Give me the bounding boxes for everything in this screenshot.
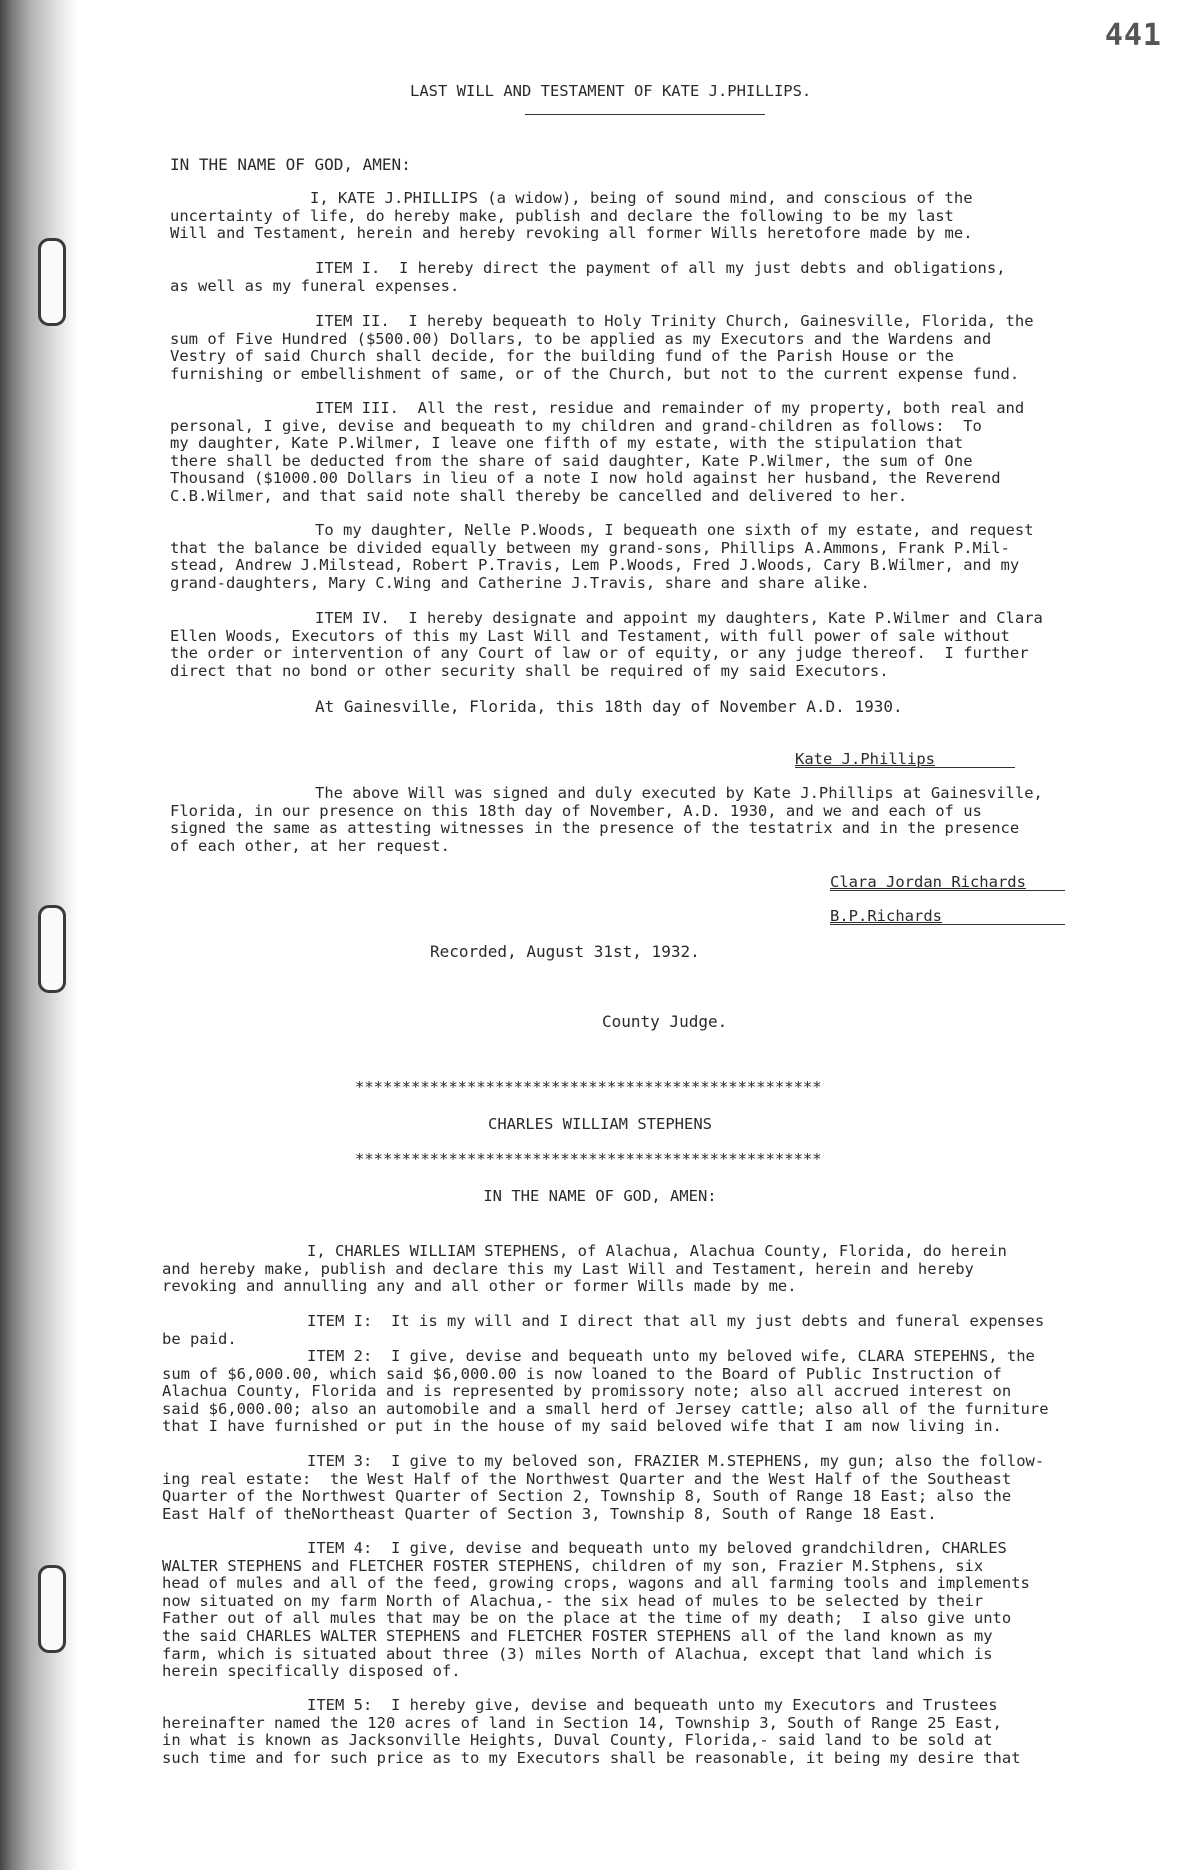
will2-item-2 <box>162 1348 1172 1436</box>
will1-item-4 <box>170 610 1180 680</box>
text-line: ITEM 5: I hereby give, devise and bequeath unto my Executors and Trustees <box>307 1696 998 1714</box>
text-line: signed the same as attesting witnesses in the presence of the testatrix and in the presence <box>170 819 1020 838</box>
text-line: Ellen Woods, Executors of this my Last Will and Testament, with full power of sale without <box>170 626 1010 645</box>
text-line: WALTER STEPHENS and FLETCHER FOSTER STEPHENS, children of my son, Frazier M.Stphens, six <box>162 1556 984 1575</box>
will1-dated: At Gainesville, Florida, this 18th day of November A.D. 1930. <box>315 697 903 716</box>
text-line: herein specifically disposed of. <box>162 1662 461 1681</box>
text-line: that the balance be divided equally between my grand-sons, Phillips A.Ammons, Frank P.Mil- <box>170 538 1010 557</box>
text-line: Vestry of said Church shall decide, for the building fund of the Parish House or the <box>170 347 954 366</box>
binding-hole <box>38 238 66 326</box>
text-line: stead, Andrew J.Milstead, Robert P.Travis, Lem P.Woods, Fred J.Woods, Cary B.Wilmer, and my <box>170 556 1020 575</box>
text-line: ing real estate: the West Half of the Northwest Quarter and the West Half of the Southeast <box>162 1469 1012 1488</box>
text-line: Thousand ($1000.00 Dollars in lieu of a note I now hold against her husband, the Reverend <box>170 469 1001 488</box>
will2-item-5 <box>162 1697 1172 1767</box>
text-line: revoking and annulling any and all other or former Wills made by me. <box>162 1277 797 1296</box>
text-line: farm, which is situated about three (3) miles North of Alachua, except that land which is <box>162 1644 993 1663</box>
will2-invocation: IN THE NAME OF GOD, AMEN: <box>483 1187 717 1205</box>
text-line: East Half of theNortheast Quarter of Section 3, Township 8, South of Range 18 East. <box>162 1504 937 1523</box>
text-line: ITEM IV. I hereby designate and appoint my daughters, Kate P.Wilmer and Clara <box>315 609 1043 627</box>
recorded-date: Recorded, August 31st, 1932. <box>430 942 700 961</box>
text-line: The above Will was signed and duly executed by Kate J.Phillips at Gainesville, <box>315 784 1043 802</box>
binding-hole <box>38 905 66 993</box>
text-line: ITEM 2: I give, devise and bequeath unto my beloved wife, CLARA STEPEHNS, the <box>307 1347 1035 1365</box>
will1-item-2 <box>170 313 1180 383</box>
will2-paragraph-1 <box>162 1243 1172 1296</box>
page-number: 441 <box>1104 18 1162 53</box>
text-line: furnishing or embellishment of same, or of the Church, but not to the current expense fund. <box>170 364 1020 383</box>
witness-signature: B.P.Richards <box>830 907 942 925</box>
text-line: ITEM 4: I give, devise and bequeath unto my beloved grandchildren, CHARLES <box>307 1539 1007 1557</box>
text-line: my daughter, Kate P.Wilmer, I leave one fifth of my estate, with the stipulation that <box>170 434 964 453</box>
text-line: the order or intervention of any Court of law or of equity, or any judge thereof. I further <box>170 644 1029 663</box>
will1-invocation: IN THE NAME OF GOD, AMEN: <box>170 155 411 174</box>
witness-signature: Clara Jordan Richards <box>830 873 1026 891</box>
text-line: now situated on my farm North of Alachua,- the six head of mules to be selected by their <box>162 1591 984 1610</box>
text-line: ITEM II. I hereby bequeath to Holy Trinity Church, Gainesville, Florida, the <box>315 312 1034 330</box>
text-line: I, CHARLES WILLIAM STEPHENS, of Alachua, Alachua County, Florida, do herein <box>307 1242 1007 1260</box>
will1-attestation <box>170 785 1180 855</box>
will1-paragraph-1 <box>170 190 1180 243</box>
text-line: of each other, at her request. <box>170 836 450 855</box>
text-line: uncertainty of life, do hereby make, publish and declare the following to be my last <box>170 206 954 225</box>
signature-line <box>830 890 1065 891</box>
text-line: said $6,000.00; also an automobile and a small herd of Jersey cattle; also all of the furniture <box>162 1399 1049 1418</box>
will1-item-3-continued <box>170 522 1180 592</box>
text-line: ITEM I: It is my will and I direct that all my just debts and funeral expenses <box>307 1312 1045 1330</box>
text-line: Florida, in our presence on this 18th day of November, A.D. 1930, and we and each of us <box>170 801 982 820</box>
text-line: the said CHARLES WALTER STEPHENS and FLETCHER FOSTER STEPHENS all of the land known as my <box>162 1626 993 1645</box>
text-line: head of mules and all of the feed, growing crops, wagons and all farming tools and implements <box>162 1574 1030 1593</box>
text-line: hereinafter named the 120 acres of land in Section 14, Township 3, South of Range 25 East, <box>162 1713 1002 1732</box>
text-line: sum of $6,000.00, which said $6,000.00 is now loaned to the Board of Public Instruction of <box>162 1364 1002 1383</box>
text-line: as well as my funeral expenses. <box>170 276 460 295</box>
binding-hole <box>38 1565 66 1653</box>
text-line: be paid. <box>162 1329 237 1348</box>
text-line: Father out of all mules that may be on the place at the time of my death; I also give unto <box>162 1609 1012 1628</box>
signature-line <box>830 924 1065 925</box>
text-line: in what is known as Jacksonville Heights, Duval County, Florida,- said land to be sold at <box>162 1731 993 1750</box>
text-line: ITEM 3: I give to my beloved son, FRAZIER M.STEPHENS, my gun; also the follow- <box>307 1452 1045 1470</box>
text-line: direct that no bond or other security shall be required of my said Executors. <box>170 661 889 680</box>
will2-title: CHARLES WILLIAM STEPHENS <box>488 1115 712 1133</box>
text-line: there shall be deducted from the share of said daughter, Kate P.Wilmer, the sum of One <box>170 451 973 470</box>
separator-stars: ************************************************** <box>355 1078 822 1096</box>
signature-line <box>795 767 1015 768</box>
text-line: grand-daughters, Mary C.Wing and Catherine J.Travis, share and share alike. <box>170 573 870 592</box>
will1-item-1 <box>170 260 1180 295</box>
text-line: such time and for such price as to my Executors shall be reasonable, it being my desire that <box>162 1748 1021 1767</box>
county-judge-label: County Judge. <box>602 1012 728 1031</box>
will1-item-3 <box>170 400 1180 506</box>
text-line: ITEM I. I hereby direct the payment of all my just debts and obligations, <box>315 259 1006 277</box>
text-line: Quarter of the Northwest Quarter of Section 2, Township 8, South of Range 18 East; also the <box>162 1487 1012 1506</box>
text-line: that I have furnished or put in the house of my said beloved wife that I am now living in. <box>162 1417 1002 1436</box>
will2-item-1 <box>162 1313 1172 1348</box>
testatrix-signature: Kate J.Phillips <box>795 750 935 768</box>
will2-item-3 <box>162 1453 1172 1523</box>
text-line: To my daughter, Nelle P.Woods, I bequeath one sixth of my estate, and request <box>315 521 1034 539</box>
will2-item-4 <box>162 1540 1172 1681</box>
text-line: sum of Five Hundred ($500.00) Dollars, to be applied as my Executors and the Wardens and <box>170 329 992 348</box>
text-line: Alachua County, Florida and is represented by promissory note; also all accrued interest on <box>162 1382 1012 1401</box>
text-line: I, KATE J.PHILLIPS (a widow), being of sound mind, and conscious of the <box>310 189 973 207</box>
text-line: C.B.Wilmer, and that said note shall thereby be cancelled and delivered to her. <box>170 486 908 505</box>
separator-stars: ************************************************** <box>355 1150 822 1168</box>
text-line: and hereby make, publish and declare this my Last Will and Testament, herein and hereby <box>162 1259 974 1278</box>
title-underline <box>525 114 765 115</box>
text-line: Will and Testament, herein and hereby revoking all former Wills heretofore made by me. <box>170 224 973 243</box>
text-line: ITEM III. All the rest, residue and remainder of my property, both real and <box>315 399 1025 417</box>
will1-title: LAST WILL AND TESTAMENT OF KATE J.PHILLIPS. <box>410 82 812 100</box>
text-line: personal, I give, devise and bequeath to my children and grand-children as follows: To <box>170 416 982 435</box>
